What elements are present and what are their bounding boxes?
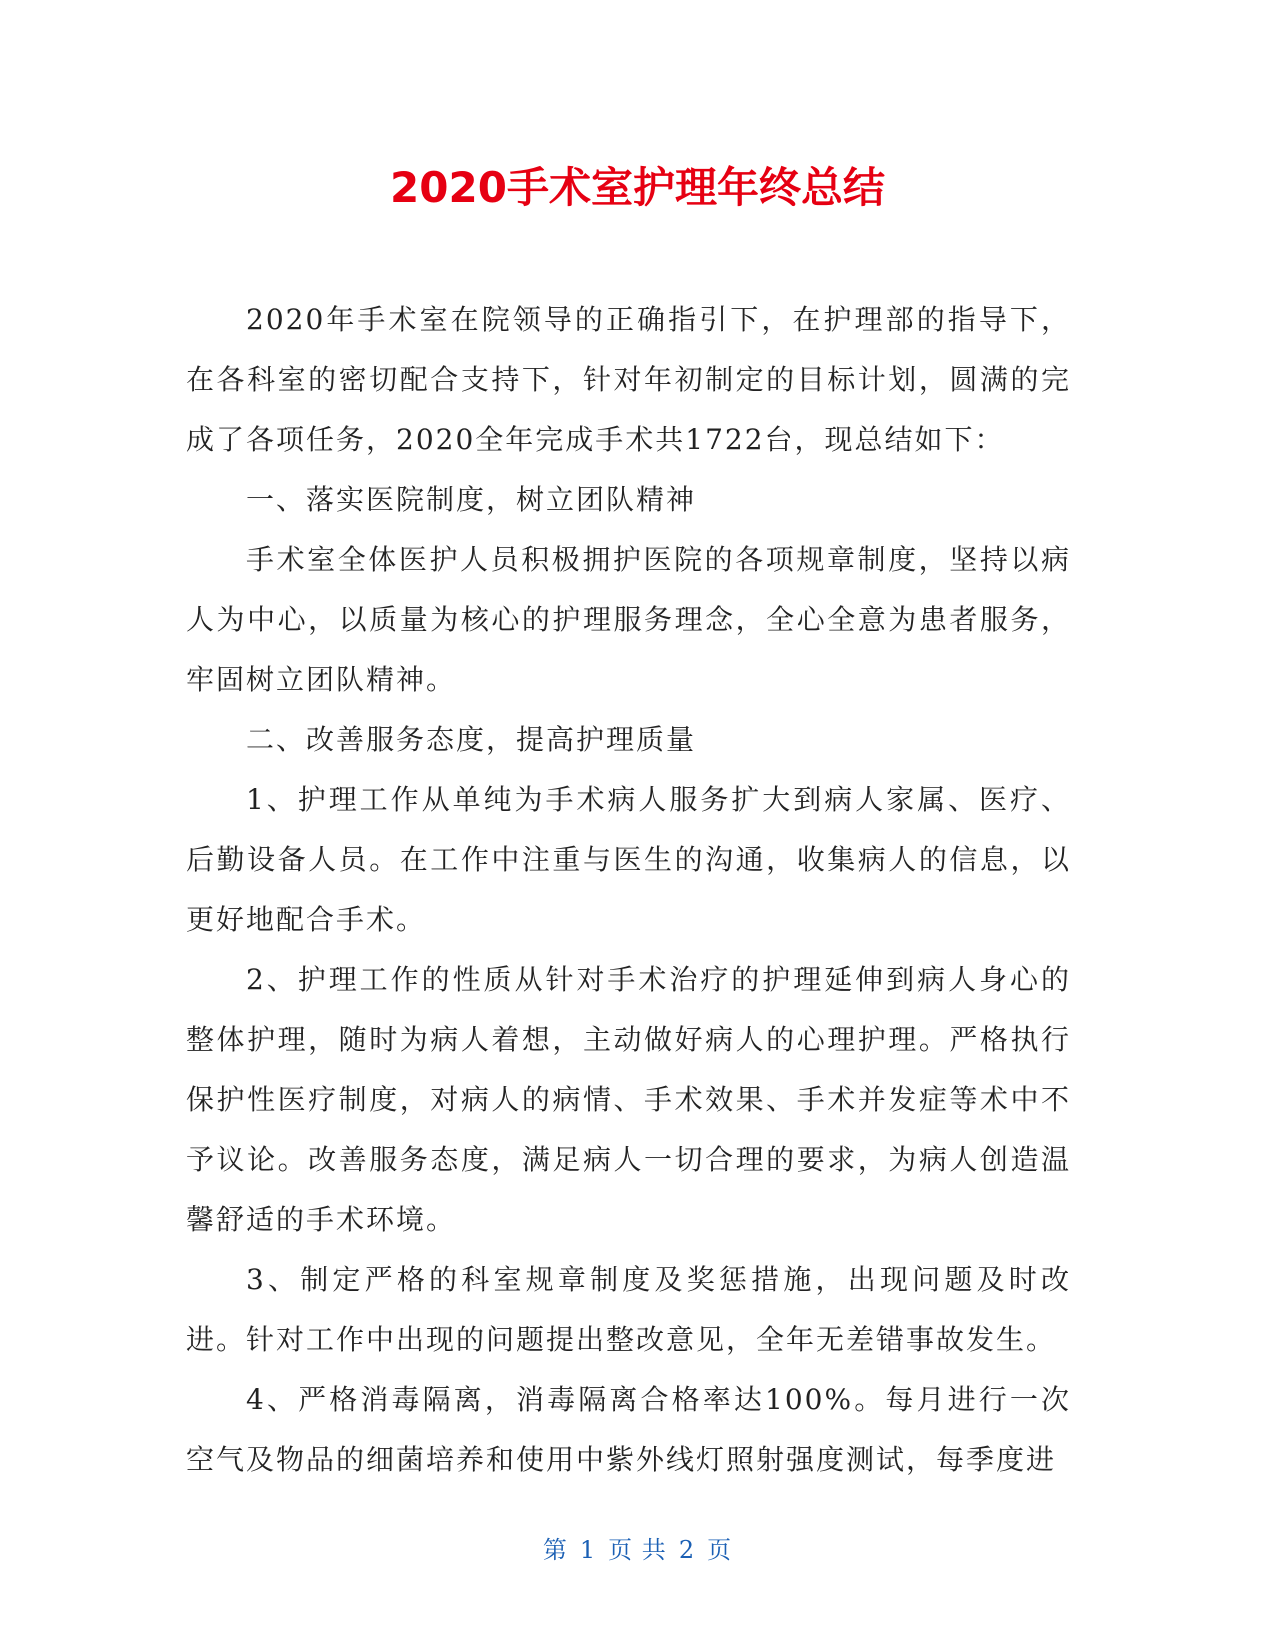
list-item-1: 1、护理工作从单纯为手术病人服务扩大到病人家属、医疗、后勤设备人员。在工作中注重与医生的沟通，收集病人的信息，以更好地配合手术。 <box>186 783 1071 936</box>
current-page-number: 1 <box>579 1536 597 1564</box>
page-label-mid: 页 共 <box>608 1536 667 1564</box>
section-heading-1: 一、落实医院制度，树立团队精神 <box>246 483 697 516</box>
document-body <box>186 290 1071 1490</box>
list-item-2: 2、护理工作的性质从针对手术治疗的护理延伸到病人身心的整体护理，随时为病人着想，主动做好病人的心理护理。严格执行保护性医疗制度，对病人的病情、手术效果、手术并发症等术中不予议论。改善服务态度，满足病人一切合理的要求，为病人创造温馨舒适的手术环境。 <box>186 963 1071 1236</box>
page-footer <box>0 1530 1275 1565</box>
page-label-prefix: 第 <box>542 1536 568 1564</box>
document-title: 2020手术室护理年终总结 <box>390 163 885 212</box>
total-pages-number: 2 <box>678 1536 696 1564</box>
paragraph-team-spirit: 手术室全体医护人员积极拥护医院的各项规章制度，坚持以病人为中心，以质量为核心的护理服务理念，全心全意为患者服务，牢固树立团队精神。 <box>186 543 1071 696</box>
list-item-3: 3、制定严格的科室规章制度及奖惩措施，出现问题及时改进。针对工作中出现的问题提出整改意见，全年无差错事故发生。 <box>186 1263 1071 1356</box>
paragraph-intro: 2020年手术室在院领导的正确指引下，在护理部的指导下，在各科室的密切配合支持下，针对年初制定的目标计划，圆满的完成了各项任务，2020全年完成手术共1722台，现总结如下： <box>186 303 1071 456</box>
page-label-suffix: 页 <box>707 1536 733 1564</box>
section-heading-2: 二、改善服务态度，提高护理质量 <box>246 723 697 756</box>
list-item-4: 4、严格消毒隔离，消毒隔离合格率达100%。每月进行一次空气及物品的细菌培养和使用中紫外线灯照射强度测试，每季度进 <box>186 1383 1071 1476</box>
